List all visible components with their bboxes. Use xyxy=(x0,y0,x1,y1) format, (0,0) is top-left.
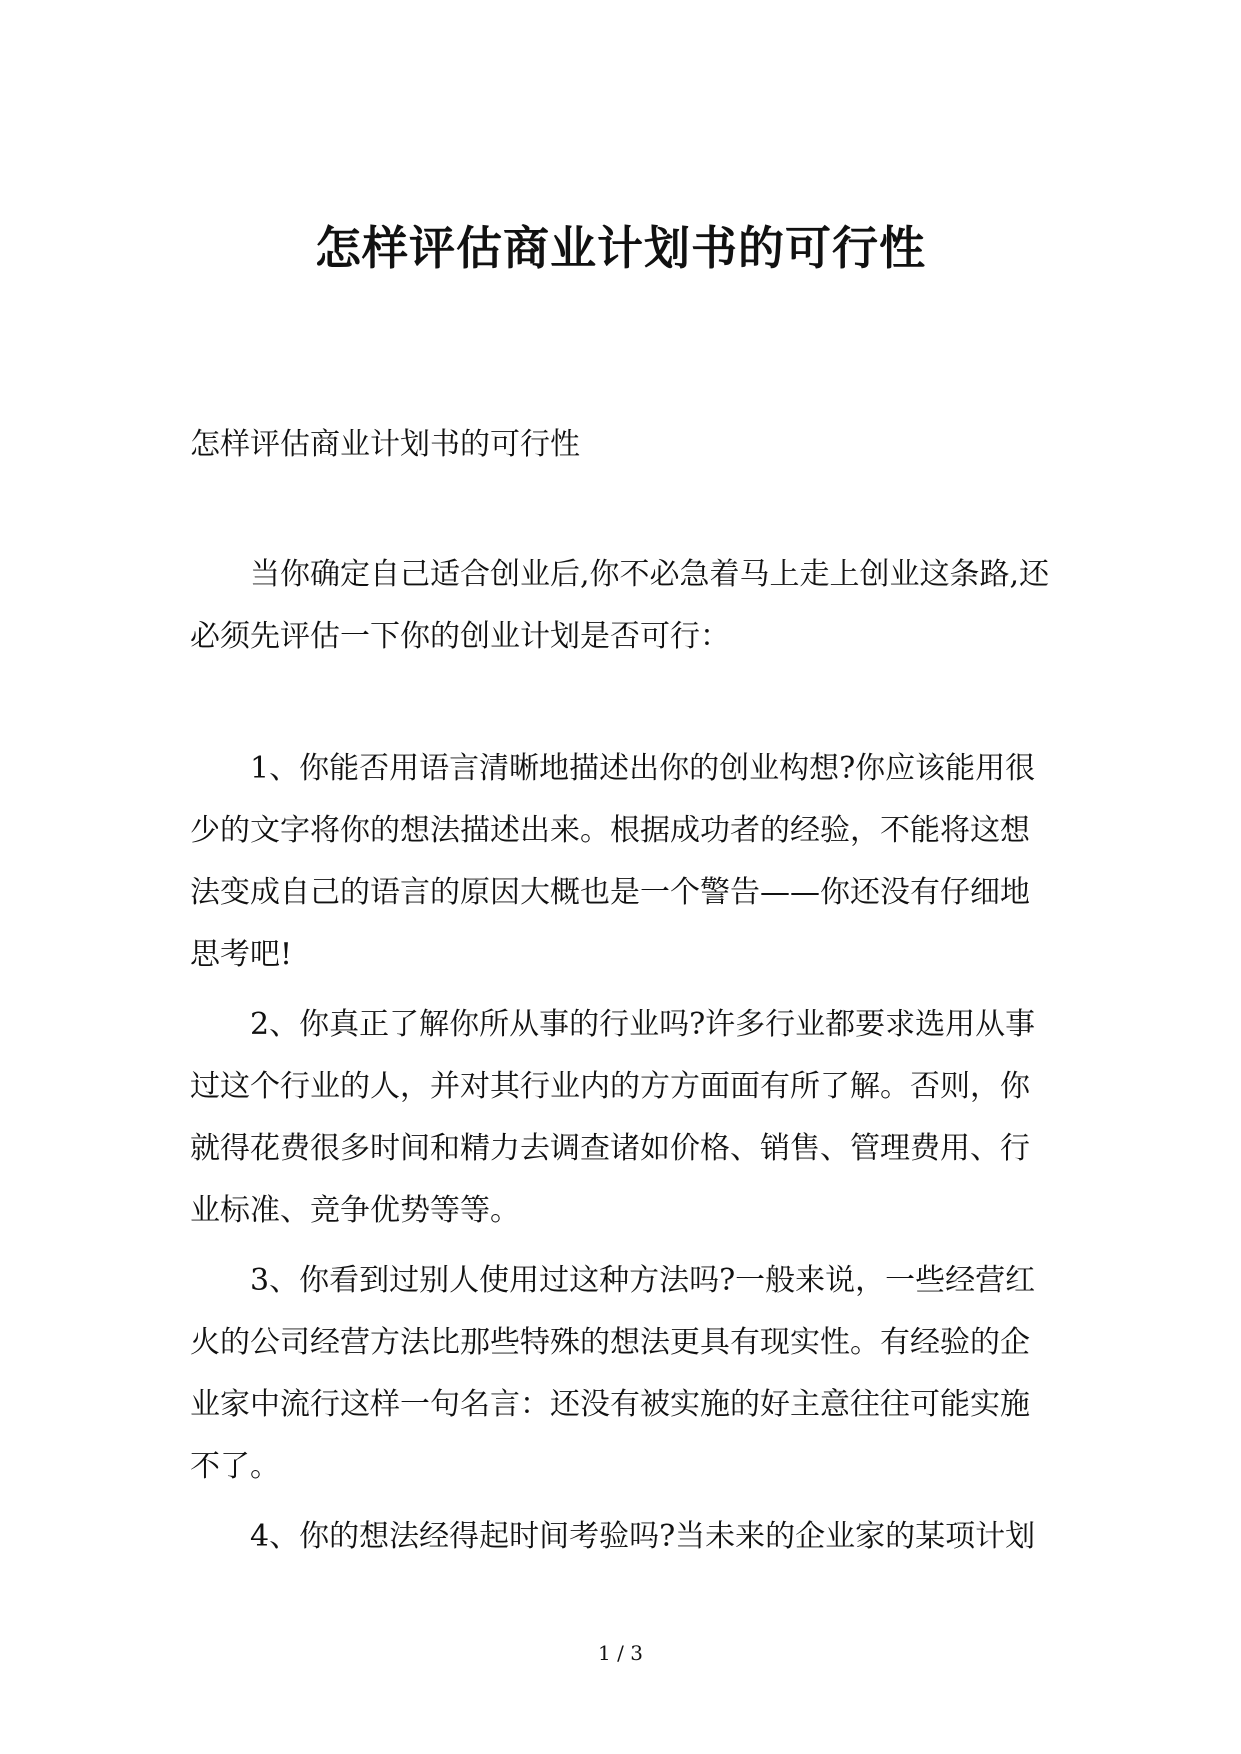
document-subtitle xyxy=(190,414,1056,476)
paragraph-4 xyxy=(190,1506,1056,1568)
subtitle-text: 怎样评估商业计划书的可行性 xyxy=(190,427,580,462)
paragraph-text: 2、你真正了解你所从事的行业吗?许多行业都要求选用从事过这个行业的人，并对其行业内的方方面面有所了解。否则，你就得花费很多时间和精力去调查诸如价格、销售、管理费用、行业标准、竞争优势等等。 xyxy=(190,1007,1036,1228)
intro-paragraph xyxy=(190,544,1056,668)
document-title: 怎样评估商业计划书的可行性 xyxy=(315,221,926,275)
paragraph-text: 4、你的想法经得起时间考验吗?当未来的企业家的某项计划 xyxy=(250,1519,1036,1554)
paragraph-2 xyxy=(190,994,1056,1242)
paragraph-3 xyxy=(190,1250,1056,1498)
paragraph-text: 当你确定自己适合创业后,你不必急着马上走上创业这条路,还必须先评估一下你的创业计划是否可行： xyxy=(190,557,1050,654)
paragraph-1 xyxy=(190,738,1056,986)
page-number: 1 / 3 xyxy=(598,1641,643,1665)
paragraph-text: 3、你看到过别人使用过这种方法吗?一般来说，一些经营红火的公司经营方法比那些特殊的想法更具有现实性。有经验的企业家中流行这样一句名言：还没有被实施的好主意往往可能实施不了。 xyxy=(190,1263,1036,1484)
paragraph-text: 1、你能否用语言清晰地描述出你的创业构想?你应该能用很少的文字将你的想法描述出来。根据成功者的经验，不能将这想法变成自己的语言的原因大概也是一个警告——你还没有仔细地思考吧! xyxy=(190,751,1036,972)
